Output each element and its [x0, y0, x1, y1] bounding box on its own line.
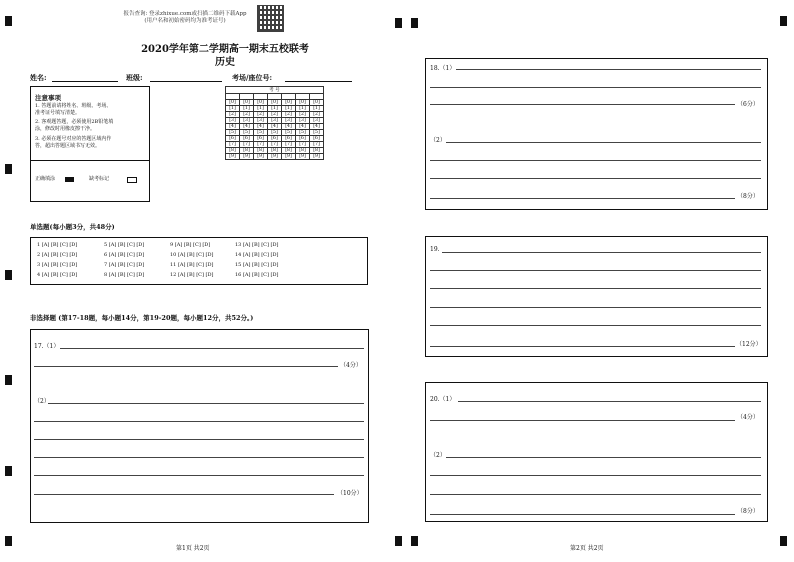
mc-question-11[interactable]: 11 [A] [B] [C] [D]: [170, 262, 214, 268]
q17-2-label: （2）: [34, 398, 50, 405]
notice-item-2: 2. 客观题答题，必须使用2B铅笔填涂，修改时用橡皮擦干净。: [35, 119, 114, 132]
mc-question-3[interactable]: 3 [A] [B] [C] [D]: [37, 262, 78, 268]
registration-mark: [5, 270, 12, 280]
registration-mark: [411, 18, 418, 28]
registration-mark: [411, 536, 418, 546]
report-query-note: 报告查询: 登录zhixue.com或扫描二维码下载App: [123, 11, 247, 17]
room-seat-field[interactable]: [285, 81, 352, 82]
mc-question-7[interactable]: 7 [A] [B] [C] [D]: [104, 262, 145, 268]
q20-1-label: 20.（1）: [430, 396, 456, 403]
answer-line[interactable]: [430, 270, 761, 271]
q19-points: （12分）: [736, 341, 762, 348]
notice-item-3: 3. 必须在题号对应的答题区域内作答，超出答题区域书写无效。: [35, 136, 112, 149]
open-section-title: 非选择题 (第17-18题，每小题14分，第19-20题，每小题12分，共52分。): [30, 314, 254, 322]
answer-line[interactable]: [430, 494, 761, 495]
mc-question-15[interactable]: 15 [A] [B] [C] [D]: [235, 262, 279, 268]
mc-question-12[interactable]: 12 [A] [B] [C] [D]: [170, 272, 214, 278]
notice-divider: [30, 160, 150, 161]
answer-line[interactable]: [34, 475, 364, 476]
answer-line[interactable]: [430, 346, 735, 347]
answer-line[interactable]: [430, 325, 761, 326]
q17-1-points: （4分）: [340, 362, 362, 369]
answer-line[interactable]: [430, 160, 761, 161]
registration-mark: [395, 536, 402, 546]
page-2-footer: 第2页 共2页: [570, 545, 604, 552]
answer-line[interactable]: [34, 457, 364, 458]
id-grid-header: 考 号: [226, 87, 324, 94]
class-label: 班级:: [126, 73, 143, 82]
mc-question-9[interactable]: 9 [A] [B] [C] [D]: [170, 242, 211, 248]
q18-1-points: （6分）: [737, 101, 759, 108]
answer-line[interactable]: [34, 439, 364, 440]
answer-line[interactable]: [446, 142, 761, 143]
q20-2-label: （2）: [430, 452, 446, 459]
mc-question-8[interactable]: 8 [A] [B] [C] [D]: [104, 272, 145, 278]
qr-code: [257, 5, 284, 32]
answer-line[interactable]: [456, 69, 761, 70]
q18-2-points: （8分）: [737, 193, 759, 200]
answer-line[interactable]: [430, 288, 761, 289]
answer-line[interactable]: [430, 178, 761, 179]
class-field[interactable]: [150, 81, 222, 82]
exam-id-grid[interactable]: 考 号 [0] [0] [0] [0] [0] [0] [0] [1] [1] [1] [1] [1] [1] [1] [2] [2] [2] [2] [2] [2] [2] [3] [3] [3] [3] [3] [3] [3] [4] [4] [4] [4] [4] [4] [4] [5] [5] [5] [5] [5] [5] [5] [6] [6] [6] [6] [6] [6] [6] [7] [7] [7] [7] [7] [7] [7] [8] [8] [8] [8] [8] [8] [8] [9] [9] [9] [9] [9] [9] [9]: [225, 86, 324, 160]
name-field[interactable]: [52, 81, 118, 82]
mc-question-5[interactable]: 5 [A] [B] [C] [D]: [104, 242, 145, 248]
missing-mark-box[interactable]: [127, 177, 137, 183]
answer-line[interactable]: [430, 87, 761, 88]
registration-mark: [780, 536, 787, 546]
answer-line[interactable]: [430, 307, 761, 308]
mc-question-1[interactable]: 1 [A] [B] [C] [D]: [37, 242, 78, 248]
answer-line[interactable]: [446, 457, 761, 458]
mc-question-14[interactable]: 14 [A] [B] [C] [D]: [235, 252, 279, 258]
mc-section-title: 单选题(每小题3分，共48分): [30, 223, 115, 231]
answer-line[interactable]: [430, 104, 735, 105]
mc-question-2[interactable]: 2 [A] [B] [C] [D]: [37, 252, 78, 258]
answer-line[interactable]: [34, 421, 364, 422]
registration-mark: [5, 466, 12, 476]
correct-fill-sample: [65, 177, 74, 182]
exam-title: 2020学年第二学期高一期末五校联考: [141, 44, 309, 55]
answer-line[interactable]: [34, 366, 338, 367]
room-label: 考场/座位号:: [232, 73, 273, 82]
q19-answer-box: [425, 236, 768, 357]
registration-mark: [5, 16, 12, 26]
missing-mark-label: 缺考标记: [89, 176, 110, 182]
q19-label: 19.: [430, 246, 440, 253]
mc-question-4[interactable]: 4 [A] [B] [C] [D]: [37, 272, 78, 278]
mc-question-6[interactable]: 6 [A] [B] [C] [D]: [104, 252, 145, 258]
page-1-footer: 第1页 共2页: [176, 545, 210, 552]
answer-line[interactable]: [442, 252, 761, 253]
q18-1-label: 18.（1）: [430, 65, 456, 72]
answer-line[interactable]: [430, 475, 761, 476]
q17-1-label: 17.（1）: [34, 343, 60, 350]
mc-question-10[interactable]: 10 [A] [B] [C] [D]: [170, 252, 214, 258]
answer-line[interactable]: [60, 348, 364, 349]
registration-mark: [5, 164, 12, 174]
q20-answer-box: [425, 382, 768, 522]
q20-1-points: （4分）: [737, 414, 759, 421]
name-label: 姓名:: [30, 73, 47, 82]
notice-item-1: 1. 答题前请将姓名、班级、考场、准考证号填写清楚。: [35, 103, 112, 116]
correct-fill-label: 正确填涂: [35, 176, 56, 182]
q17-2-points: （10分）: [337, 490, 363, 497]
notice-title: 注意事项: [35, 94, 61, 102]
q18-answer-box: [425, 58, 768, 210]
mc-question-16[interactable]: 16 [A] [B] [C] [D]: [235, 272, 279, 278]
q20-2-points: （8分）: [737, 508, 759, 515]
answer-line[interactable]: [430, 514, 735, 515]
subject-title: 历史: [215, 57, 235, 68]
answer-line[interactable]: [34, 494, 334, 495]
registration-mark: [5, 375, 12, 385]
registration-mark: [780, 16, 787, 26]
answer-line[interactable]: [430, 198, 735, 199]
q18-2-label: （2）: [430, 137, 446, 144]
answer-line[interactable]: [430, 420, 735, 421]
mc-question-13[interactable]: 13 [A] [B] [C] [D]: [235, 242, 279, 248]
answer-line[interactable]: [458, 401, 761, 402]
registration-mark: [5, 536, 12, 546]
password-note: (用户名和初始密码均为准考证号): [144, 18, 226, 24]
registration-mark: [395, 18, 402, 28]
answer-line[interactable]: [48, 403, 364, 404]
